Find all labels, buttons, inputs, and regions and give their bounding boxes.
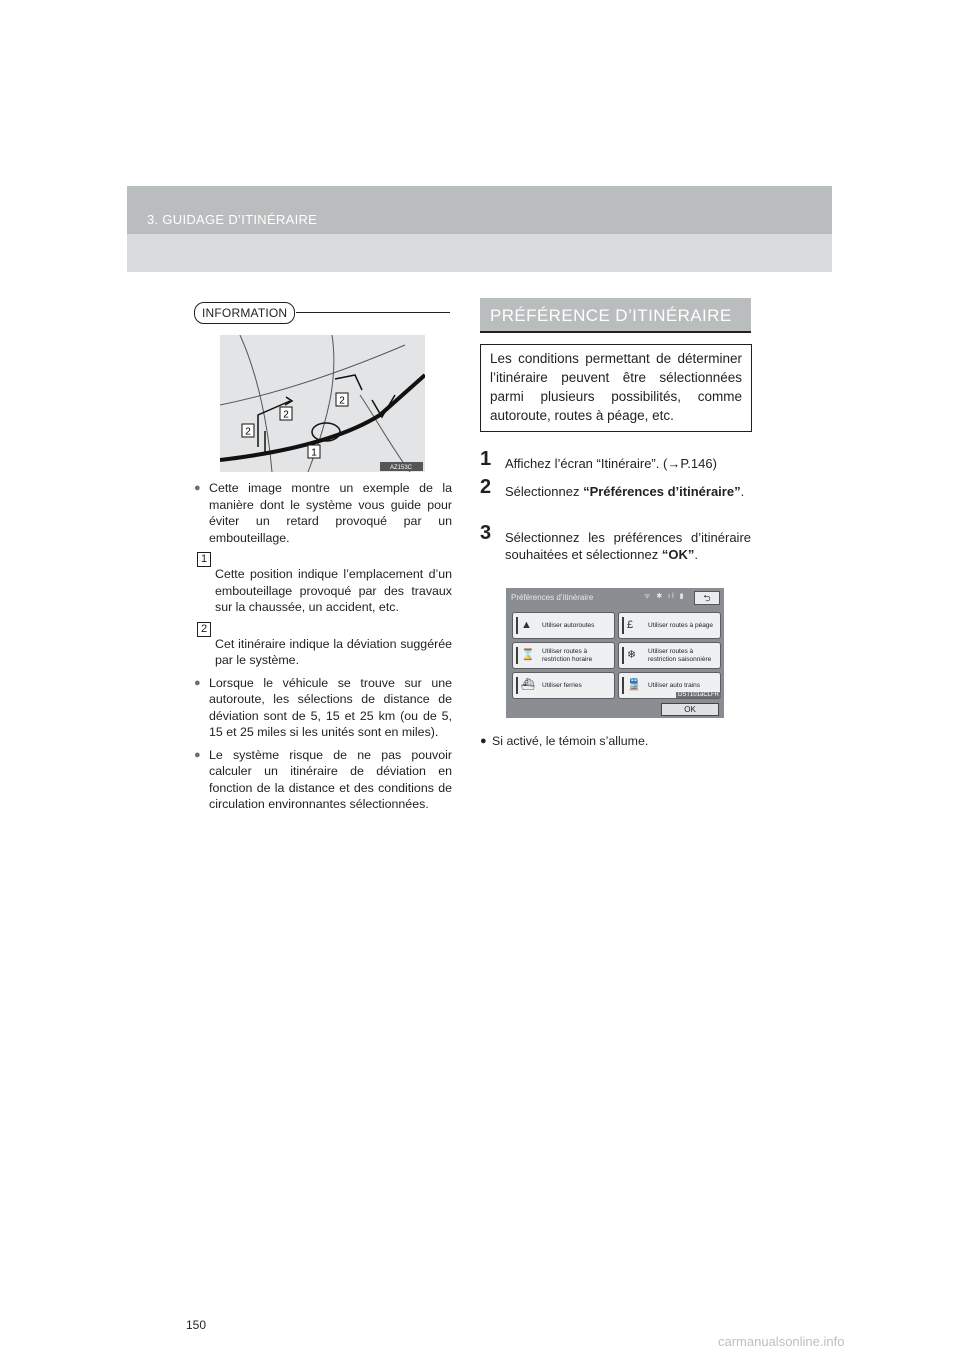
info-item-1 [194, 553, 452, 616]
info-bullet-1: ● Cette image montre un exemple de la manière dont le système vous guide pour éviter un retard provoqué par un embouteillage. [194, 480, 452, 546]
page-number: 150 [186, 1318, 207, 1332]
map-marker-2b: 2 [339, 395, 345, 407]
info-item-2-text: Cet itinéraire indique la déviation suggérée par le système. [215, 636, 452, 667]
step-text [480, 529, 751, 563]
step-text-suffix: . [694, 547, 698, 562]
step-text-prefix: Sélectionnez [505, 484, 584, 499]
indicator-led [622, 617, 624, 634]
indicator-led [622, 647, 624, 664]
step-1 [480, 448, 751, 472]
step-text-prefix: Sélectionnez les préférences d’itinéraire souhaitées et sélectionnez [505, 530, 751, 562]
info-item-2 [194, 622, 452, 669]
watermark: carmanualsonline.info [718, 1334, 845, 1349]
option-ferries[interactable] [512, 672, 615, 699]
option-label: Utiliser routes à péage [648, 622, 714, 629]
map-code: AZ153C [389, 465, 413, 471]
screen-code: DST101aCLFR [678, 692, 720, 698]
ferry-icon: ⛴ [521, 679, 535, 691]
option-label-line2: restriction saisonnière [648, 656, 712, 663]
indicator-led [516, 647, 518, 664]
option-toll-roads[interactable] [618, 612, 721, 639]
item-number-box-1: 1 [197, 552, 211, 567]
back-button[interactable] [694, 591, 720, 605]
info-item-1-text: Cette position indique l’emplacement d’un embouteillage provoqué par des travaux sur la chaussée, un accident, etc. [215, 567, 452, 614]
map-marker-2c: 2 [245, 426, 251, 438]
indicator-led [622, 677, 624, 694]
step-button-ref: “OK” [661, 547, 695, 562]
car-train-icon: 🚆 [627, 679, 641, 691]
information-tag: INFORMATION [194, 302, 295, 324]
section-title-rule [480, 331, 751, 333]
map-marker-2a: 2 [283, 409, 289, 421]
section-title: PRÉFÉRENCE D’ITINÉRAIRE [490, 306, 732, 325]
step-number: 1 [480, 448, 492, 470]
option-label: Utiliser auto trains [648, 682, 701, 689]
option-label [648, 648, 718, 664]
option-time-restricted[interactable] [512, 642, 615, 669]
info-bullet-2: ● Lorsque le véhicule se trouve sur une autoroute, les sélections de distance de déviation sont de 5, 15 et 25 km (ou de 5, 15 et 25 miles si les unités sont en miles). [194, 675, 452, 741]
option-seasonal[interactable] [618, 642, 721, 669]
toll-road-icon: £ [627, 619, 634, 631]
indicator-note: ● Si activé, le témoin s’allume. [492, 733, 648, 749]
option-label: Utiliser ferries [542, 682, 582, 689]
step-number: 3 [480, 522, 492, 544]
route-preferences-screen [506, 588, 724, 718]
option-label [542, 648, 612, 664]
step-number: 2 [480, 476, 492, 498]
item-number-box-2: 2 [197, 622, 211, 637]
info-bullet-3: ● Le système risque de ne pas pouvoir calculer un itinéraire de déviation en fonction de la distance et des conditions de circulation environnantes sélectionnées. [194, 747, 452, 813]
map-marker-1: 1 [311, 447, 317, 459]
option-label: Utiliser autoroutes [542, 622, 595, 629]
information-rule [296, 312, 450, 313]
highway-icon: ▲ [521, 619, 532, 631]
status-icons: ᯤ ✱ ıl ▮ [644, 593, 686, 600]
section-title-bar [480, 298, 751, 332]
step-text-suffix: . [740, 484, 745, 499]
section-label: 3. GUIDAGE D’ITINÉRAIRE [147, 212, 318, 227]
page-header [127, 186, 832, 272]
return-arrow-icon: ⮌ [703, 593, 711, 603]
step-3 [480, 522, 751, 563]
option-label-line1: Utiliser routes à [542, 648, 588, 655]
header-band [127, 186, 832, 234]
option-highways[interactable] [512, 612, 615, 639]
indicator-led [516, 677, 518, 694]
screen-title: Préférences d’itinéraire [511, 593, 594, 602]
detour-map-illustration [220, 335, 425, 472]
indicator-led [516, 617, 518, 634]
spacer [194, 622, 452, 636]
spacer [194, 552, 452, 566]
step-button-ref: “Préférences d’itinéraire” [583, 484, 741, 499]
option-label-line2: restriction horaire [542, 656, 593, 663]
time-restricted-road-icon: ⌛ [521, 649, 535, 661]
seasonal-road-icon: ❄ [627, 649, 637, 661]
intro-box: Les conditions permettant de déterminer l’itinéraire peuvent être sélectionnées parmi plusieurs possibilités, comme autoroute, routes à péage, etc. [480, 344, 752, 432]
option-label-line1: Utiliser routes à [648, 648, 694, 655]
step-text: Affichez l’écran “Itinéraire”. (→P.146) [505, 456, 717, 471]
ok-button[interactable]: OK [661, 703, 719, 716]
information-body [194, 480, 452, 819]
step-2 [480, 476, 751, 500]
step-text [480, 483, 751, 500]
